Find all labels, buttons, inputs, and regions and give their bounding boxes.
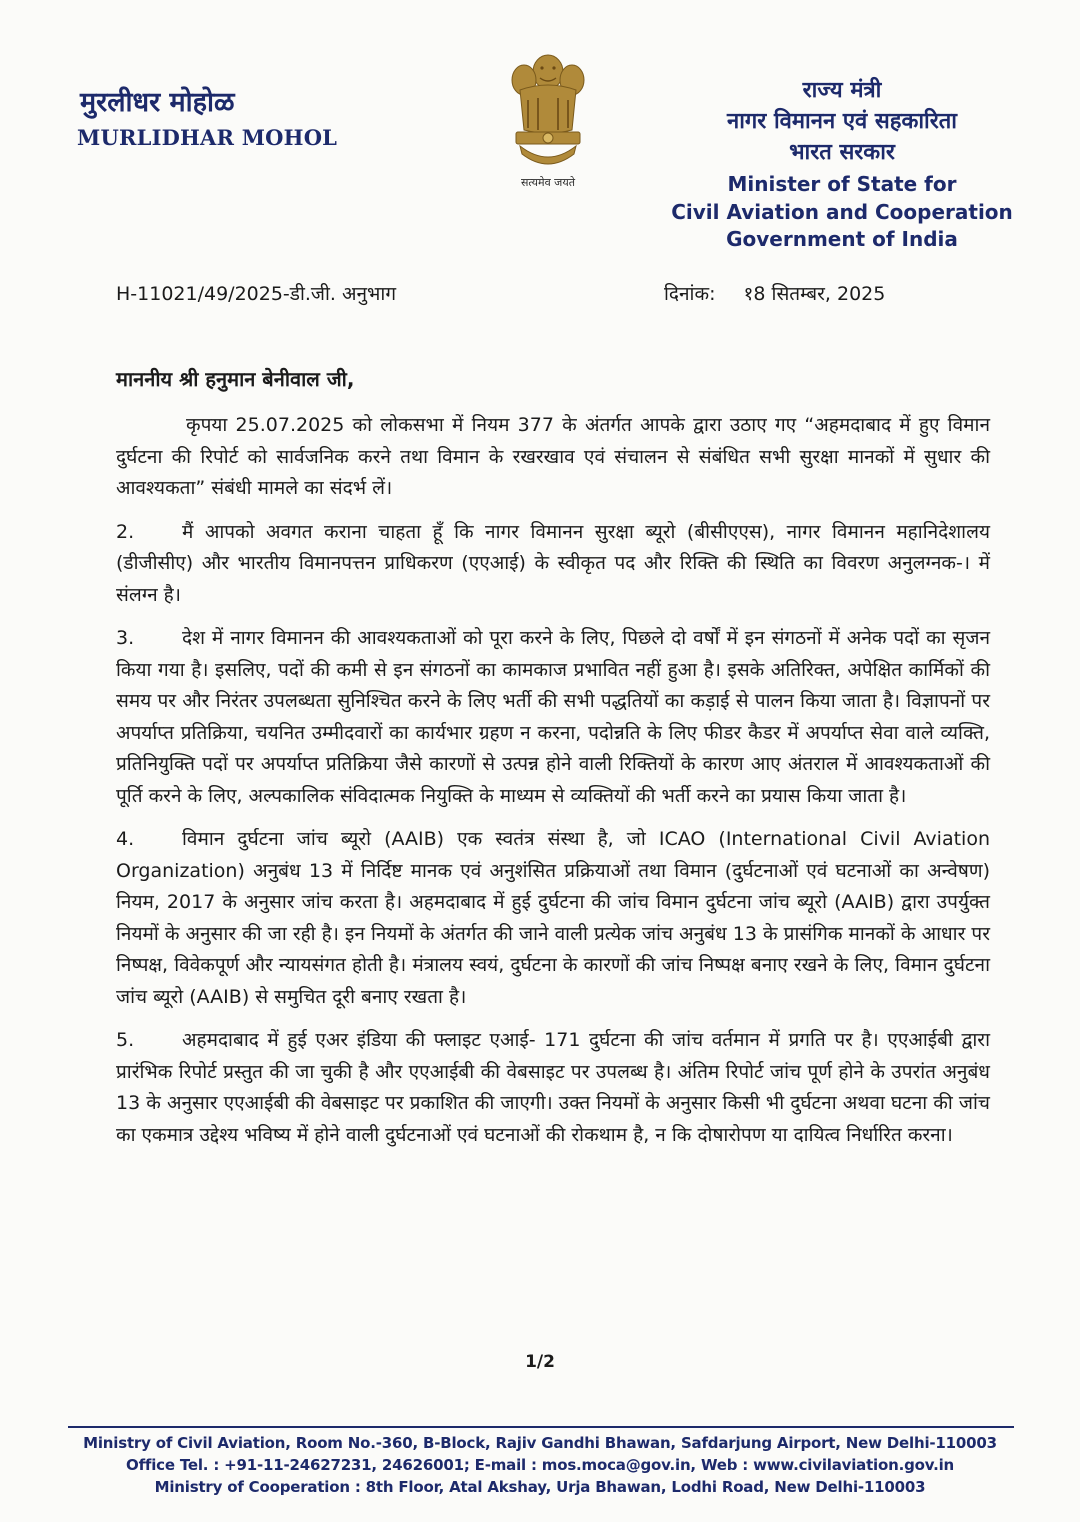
title-english-line-1: Minister of State for [727, 172, 957, 196]
paragraph-number: 3. [116, 627, 135, 649]
paragraph-text: अहमदाबाद में हुई एअर इंडिया की फ्लाइट एआई- 171 दुर्घटना की जांच वर्तमान में प्रगति पर है। एएआईबी द्वारा प्रारंभिक रिपोर्ट प्रस्तुत की जा चुकी है और एएआईबी की वेबसाइट पर उपलब्ध है। अंतिम रिपोर्ट जांच पूर्ण होने के उपरांत अनुबंध 13 के अनुसार एएआईबी की वेबसाइट पर प्रकाशित की जाएगी। उक्त नियमों के अनुसार किसी भी दुर्घटना अथवा घटना की जांच का एकमात्र उद्देश्य भविष्य में होने वाली दुर्घटनाओं एवं घटनाओं की रोकथाम है, न कि दोषारोपण या दायित्व निर्धारित करना। [116, 1029, 990, 1146]
paragraph-number: 4. [116, 828, 135, 850]
title-hindi-line-1: राज्य मंत्री [802, 78, 882, 103]
national-emblem [498, 50, 598, 200]
date-value: १8 सितम्बर, 2025 [743, 283, 886, 305]
salutation: माननीय श्री हनुमान बेनीवाल जी, [116, 367, 355, 391]
minister-name-hindi: मुरलीधर मोहोळ [80, 87, 235, 118]
paragraph-4 [116, 824, 990, 1013]
paragraph-number: 5. [116, 1029, 135, 1051]
letter-body [116, 410, 990, 1163]
paragraph-1: कृपया 25.07.2025 को लोकसभा में नियम 377 के अंतर्गत आपके द्वारा उठाए गए “अहमदाबाद में हुए विमान दुर्घटना की रिपोर्ट को सार्वजनिक करने तथा विमान के रखरखाव एवं संचालन से संबंधित सभी सुरक्षा मानकों में सुधार की आवश्यकता” संबंधी मामले का संदर्भ लें। [116, 414, 990, 499]
page-number: 1/2 [525, 1352, 555, 1372]
minister-name-english: MURLIDHAR MOHOL [77, 125, 338, 150]
title-hindi-line-2: नागर विमानन एवं सहकारिता [727, 109, 957, 134]
footer-line-1: Ministry of Civil Aviation, Room No.-360, B-Block, Rajiv Gandhi Bhawan, Safdarjung Airport, New Delhi-110003 [83, 1434, 997, 1452]
national-emblem-icon [506, 50, 590, 175]
date-label: दिनांक: [664, 283, 716, 305]
letter-date [664, 280, 885, 306]
footer-address [0, 1432, 1080, 1498]
paragraph-3 [116, 623, 990, 812]
paragraph-2 [116, 517, 990, 612]
paragraph-number: 2. [116, 520, 135, 543]
title-hindi-line-3: भारत सरकार [789, 140, 895, 165]
title-english-line-3: Government of India [726, 227, 958, 251]
footer-line-3: Ministry of Cooperation : 8th Floor, Atal Akshay, Urja Bhawan, Lodhi Road, New Delhi-110003 [154, 1478, 926, 1496]
paragraph-text: मैं आपको अवगत कराना चाहता हूँ कि नागर विमानन सुरक्षा ब्यूरो (बीसीएएस), नागर विमानन महानिदेशालय (डीजीसीए) और भारतीय विमानपत्तन प्राधिकरण (एएआई) के स्वीकृत पद और रिक्ति की स्थिति का विवरण अनुलग्नक-। में संलग्न है। [116, 520, 990, 606]
title-english-line-2: Civil Aviation and Cooperation [671, 200, 1013, 224]
paragraph-text: देश में नागर विमानन की आवश्यकताओं को पूरा करने के लिए, पिछले दो वर्षों में इन संगठनों में अनेक पदों का सृजन किया गया है। इसलिए, पदों की कमी से इन संगठनों का कामकाज प्रभावित नहीं हुआ है। इसके अतिरिक्त, अपेक्षित कार्मिकों की समय पर और निरंतर उपलब्धता सुनिश्चित करने के लिए भर्ती की सभी पद्धतियों का कड़ाई से पालन किया जाता है। विज्ञापनों पर अपर्याप्त प्रतिक्रिया, चयनित उम्मीदवारों का कार्यभार ग्रहण न करना, पदोन्नति के लिए फीडर कैडर में अपर्याप्त सेवा वाले व्यक्ति, प्रतिनियुक्ति पदों पर अपर्याप्त प्रतिक्रिया जैसे कारणों से उत्पन्न होने वाली रिक्तियों के कारण आए अंतराल में आवश्यकताओं की पूर्ति करने के लिए, अल्पकालिक संविदात्मक नियुक्ति के माध्यम से व्यक्तियों की भर्ती करने का प्रयास किया जाता है। [116, 627, 990, 807]
file-reference: H-11021/49/2025-डी.जी. अनुभाग [116, 283, 397, 305]
paragraph-5 [116, 1025, 990, 1151]
minister-title-block [652, 76, 1032, 252]
footer-line-2: Office Tel. : +91-11-24627231, 24626001; E-mail : mos.moca@gov.in, Web : www.civilaviation.gov.in [126, 1456, 954, 1474]
paragraph-text: विमान दुर्घटना जांच ब्यूरो (AAIB) एक स्वतंत्र संस्था है, जो ICAO (International Civil Aviation Organization) अनुबंध 13 में निर्दिष्ट मानक एवं अनुशंसित प्रक्रियाओं तथा विमान (दुर्घटनाओं एवं घटनाओं का अन्वेषण) नियम, 2017 के अनुसार जांच करता है। अहमदाबाद में हुई दुर्घटना की जांच विमान दुर्घटना जांच ब्यूरो (AAIB) द्वारा उपर्युक्त नियमों के अनुसार की जा रही है। इन नियमों के अंतर्गत की जाने वाली प्रत्येक जांच अनुबंध 13 के प्रासंगिक मानकों के आधार पर निष्पक्ष, विवेकपूर्ण और न्यायसंगत होती है। मंत्रालय स्वयं, दुर्घटना के कारणों की जांच निष्पक्ष बनाए रखने के लिए, विमान दुर्घटना जांच ब्यूरो (AAIB) से समुचित दूरी बनाए रखता है। [116, 828, 990, 1008]
footer-divider [68, 1426, 1014, 1428]
emblem-motto: सत्यमेव जयते [520, 176, 575, 189]
